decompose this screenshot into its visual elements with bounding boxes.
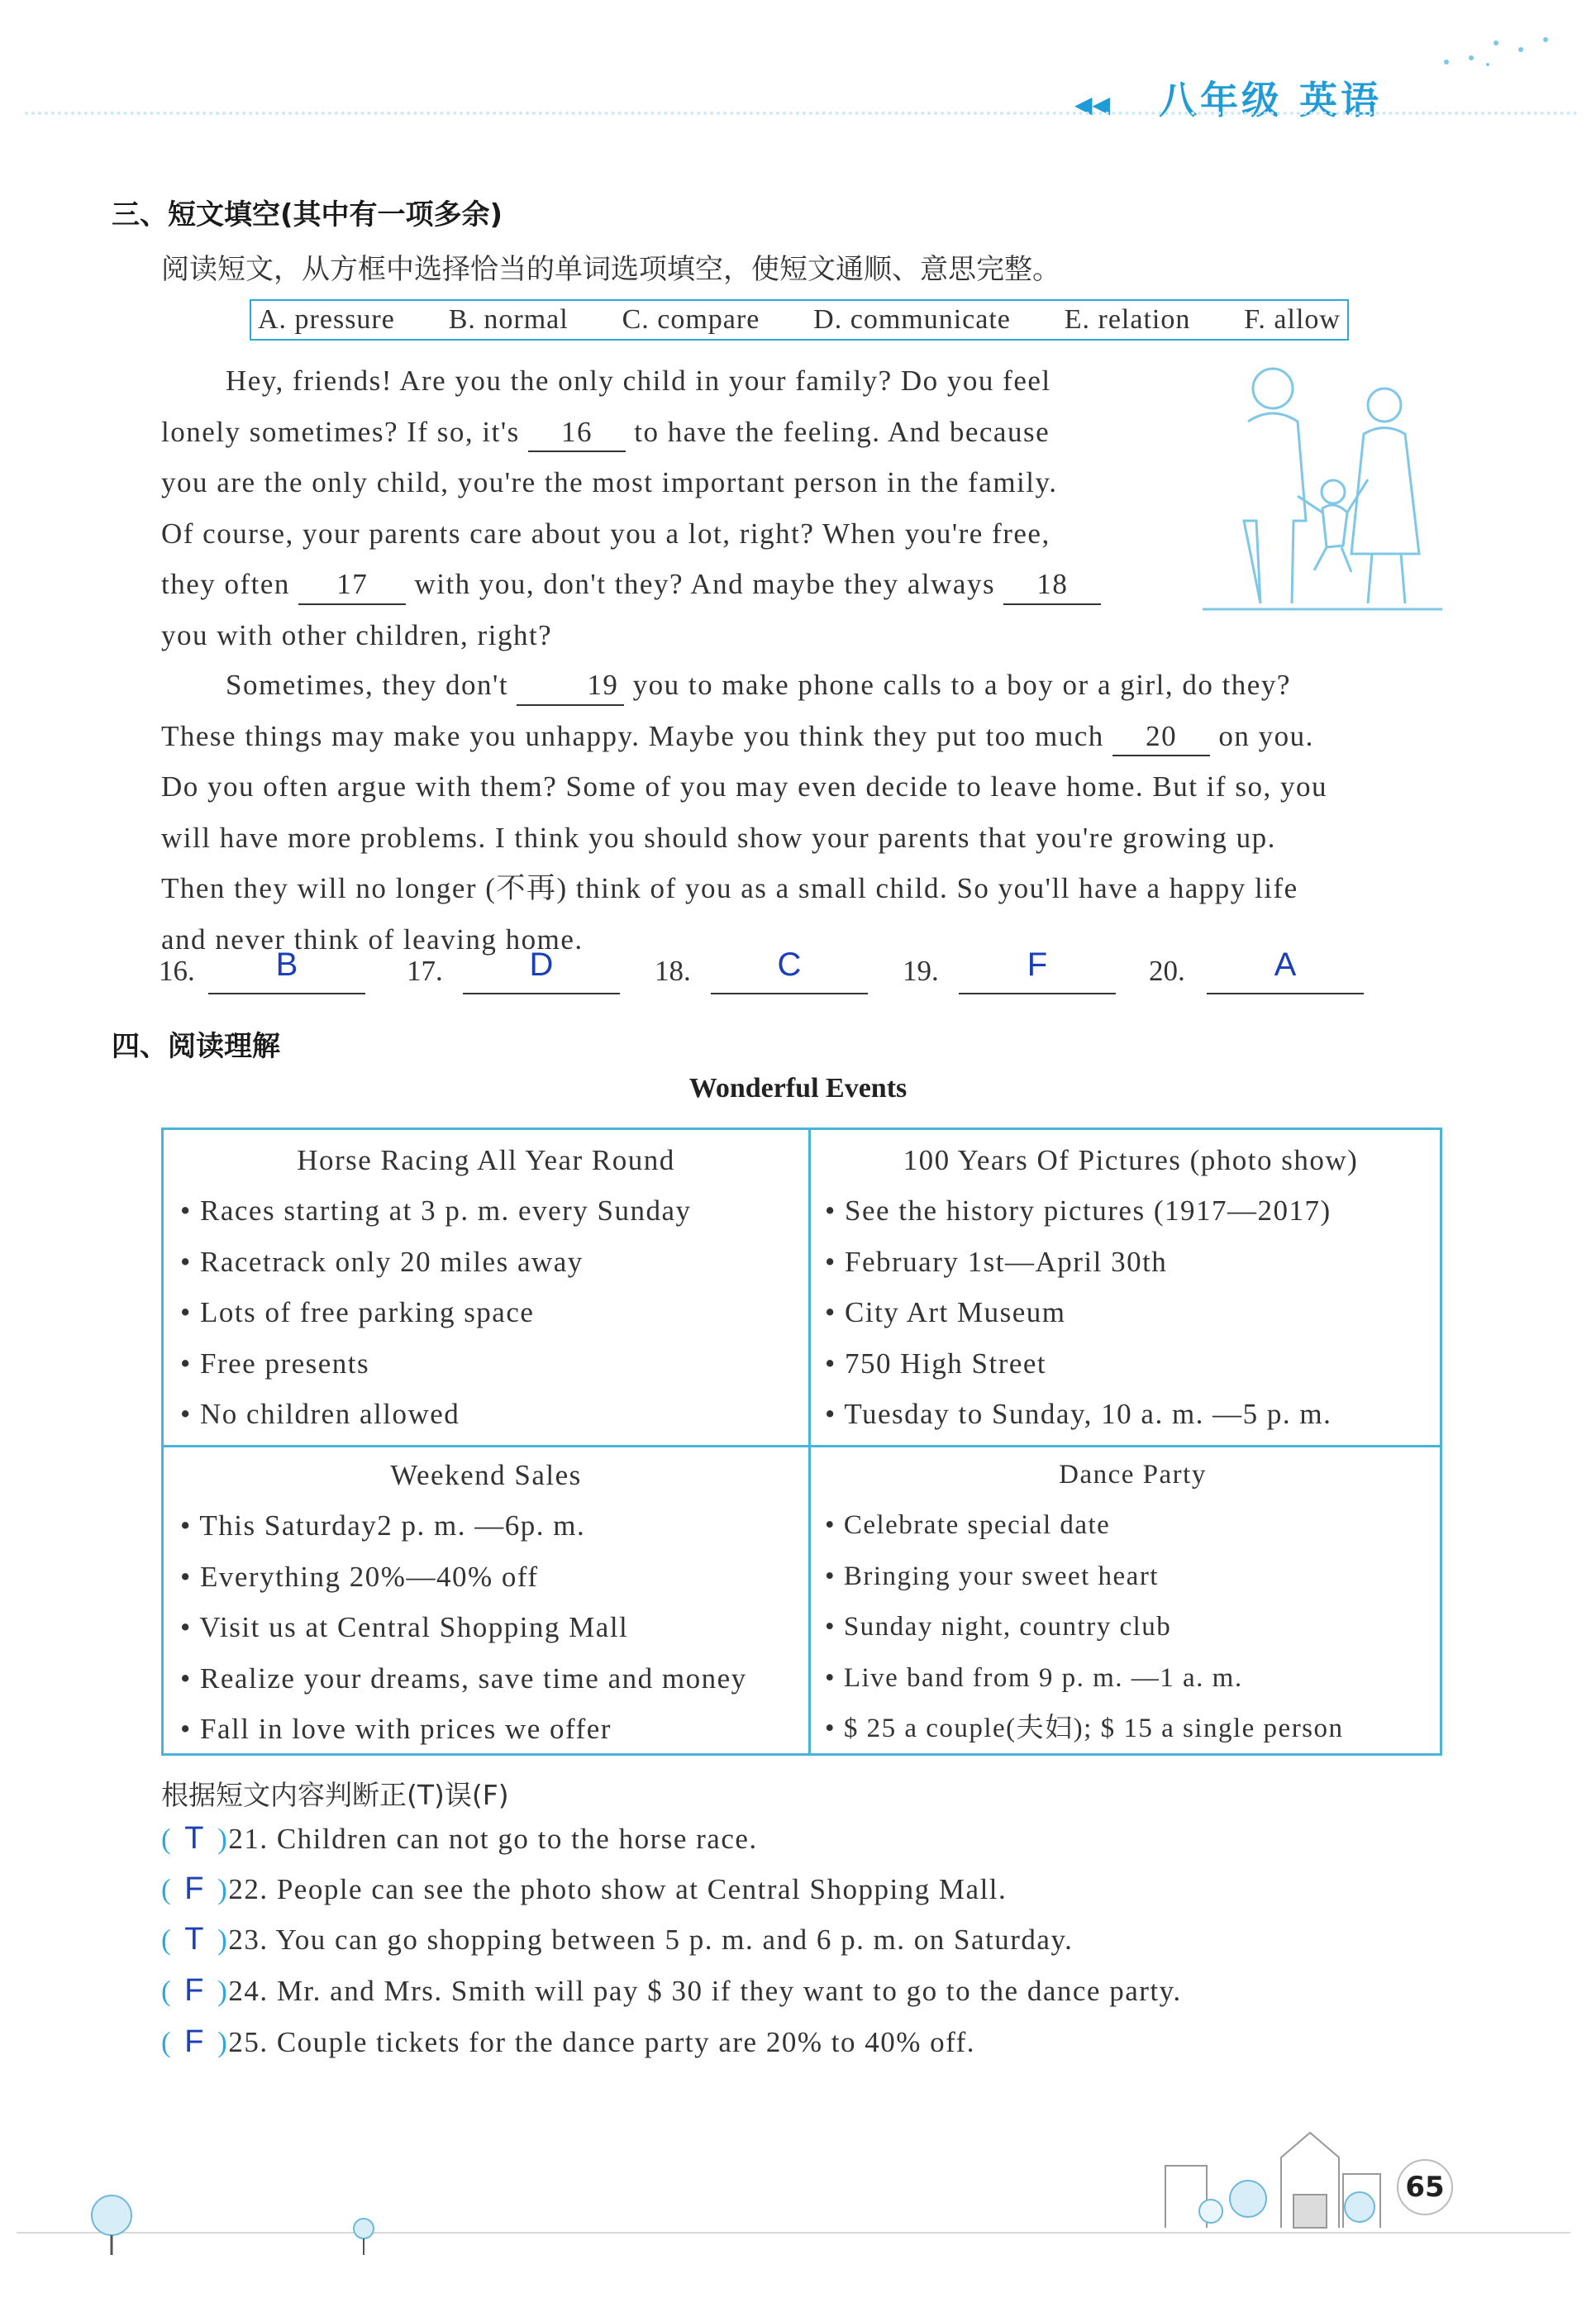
event-item: • Visit us at Central Shopping Mall	[180, 1602, 792, 1653]
town-illustration-icon	[1157, 2116, 1389, 2232]
event-item: • Sunday night, country club	[825, 1602, 1441, 1653]
option-e: E. relation	[1064, 304, 1191, 335]
event-heading: Horse Racing All Year Round	[297, 1144, 675, 1176]
event-item: • Tuesday to Sunday, 10 a. m. —5 p. m.	[825, 1389, 1436, 1440]
option-b: B. normal	[448, 304, 569, 335]
table-horizontal-divider	[164, 1445, 1440, 1447]
event-item: • Celebrate special date	[825, 1500, 1441, 1552]
passage-paragraph-2: Sometimes, they don't 19 you to make phone calls to a boy or a girl, do they? These things may make you unhappy. Maybe you think they put too much 20 on you. Do you often argue with them? Some of you may even decide to leave home. But if so, you will have more problems. I think you should show your parents that you're growing up. Then they will no longer (不再) think of you as a small child. So you'll have a happy life and never think of leaving home.	[161, 660, 1434, 965]
tf-answer: F	[184, 1973, 206, 2008]
event-item: • Fall in love with prices we offer	[180, 1704, 792, 1755]
event-item: • Live band from 9 p. m. —1 a. m.	[825, 1653, 1441, 1704]
section3-title: 三、短文填空(其中有一项多余)	[112, 198, 503, 231]
page-number: 65	[1397, 2159, 1453, 2215]
header-title: 八年级 英语	[1159, 78, 1383, 122]
answer-num-18: 18.	[655, 955, 691, 987]
event-item: • Races starting at 3 p. m. every Sunday	[180, 1185, 792, 1237]
family-illustration	[1203, 355, 1442, 616]
answer-num-20: 20.	[1149, 955, 1185, 987]
event-item: • Bringing your sweet heart	[825, 1552, 1441, 1603]
event-weekend-sales	[180, 1450, 792, 1755]
answer-17: D	[463, 946, 620, 994]
blank-19: 19	[517, 666, 624, 706]
tf-question-22: ( F )22. People can see the photo show at Central Shopping Mall.	[161, 1871, 1008, 1906]
event-item: • Free presents	[180, 1338, 792, 1390]
tf-answer: F	[184, 2024, 206, 2059]
event-item: • No children allowed	[180, 1389, 792, 1440]
passage-paragraph-1: Hey, friends! Are you the only child in your family? Do you feel lonely sometimes? If so, it's 16 to have the feeling. And because you are the only child, you're the most important person in the family. Of course, your parents care about you a lot, right? When you're free, they often 17 with you, don't they? And maybe they always 18 you with other children, right?	[161, 355, 1178, 660]
tf-answer: T	[184, 1922, 206, 1957]
header-divider	[25, 112, 1579, 115]
option-a: A. pressure	[258, 304, 395, 335]
answer-20: A	[1207, 946, 1364, 994]
event-horse-racing	[180, 1135, 792, 1440]
event-heading: 100 Years Of Pictures (photo show)	[903, 1144, 1359, 1176]
blank-17: 17	[298, 565, 406, 605]
sparkle-dots-icon	[1438, 25, 1562, 74]
event-item: • Racetrack only 20 miles away	[180, 1237, 792, 1288]
event-item: • Realize your dreams, save time and money	[180, 1653, 792, 1704]
blank-18: 18	[1003, 565, 1101, 605]
events-title: Wonderful Events	[688, 1073, 908, 1104]
option-c: C. compare	[622, 304, 760, 335]
event-heading: Dance Party	[1059, 1460, 1207, 1490]
tf-answer: F	[184, 1871, 206, 1906]
answer-num-17: 17.	[407, 955, 443, 987]
answer-19: F	[959, 946, 1116, 994]
section4-title: 四、阅读理解	[112, 1030, 280, 1063]
event-item: • 750 High Street	[825, 1338, 1436, 1390]
options-box	[250, 299, 1349, 341]
event-dance-party	[825, 1450, 1441, 1755]
header-chevron-icon: ◀◀	[1074, 91, 1111, 118]
small-tree-icon	[347, 2215, 380, 2257]
tf-question-23: ( T )23. You can go shopping between 5 p. m. and 6 p. m. on Saturday.	[161, 1922, 1074, 1957]
event-item: • February 1st—April 30th	[825, 1237, 1436, 1288]
tf-instruction: 根据短文内容判断正(T)误(F)	[161, 1779, 509, 1811]
tf-answer: T	[184, 1821, 206, 1856]
events-table	[161, 1128, 1442, 1756]
tf-question-21: ( T )21. Children can not go to the horse race.	[161, 1821, 758, 1856]
footer-ground-line	[17, 2232, 1570, 2234]
blank-20: 20	[1112, 718, 1210, 757]
event-item: • $ 25 a couple(夫妇); $ 15 a single person	[825, 1704, 1441, 1755]
blank-16: 16	[528, 413, 626, 453]
event-heading: Weekend Sales	[390, 1459, 582, 1491]
table-vertical-divider	[808, 1130, 811, 1753]
tree-icon	[83, 2191, 141, 2257]
event-item: • Everything 20%—40% off	[180, 1552, 792, 1603]
answer-num-19: 19.	[903, 955, 939, 987]
option-f: F. allow	[1244, 304, 1341, 335]
option-d: D. communicate	[813, 304, 1011, 335]
answer-18: C	[711, 946, 868, 994]
event-item: • See the history pictures (1917—2017)	[825, 1185, 1436, 1237]
answer-16: B	[208, 946, 365, 994]
answer-num-16: 16.	[159, 955, 195, 987]
tf-question-24: ( F )24. Mr. and Mrs. Smith will pay $ 30 if they want to go to the dance party.	[161, 1973, 1182, 2008]
event-item: • City Art Museum	[825, 1287, 1436, 1338]
event-photo-show	[825, 1135, 1436, 1440]
tf-question-25: ( F )25. Couple tickets for the dance party are 20% to 40% off.	[161, 2024, 976, 2059]
event-item: • Lots of free parking space	[180, 1287, 792, 1338]
section3-instruction: 阅读短文，从方框中选择恰当的单词选项填空，使短文通顺、意思完整。	[161, 253, 1060, 286]
event-item: • This Saturday2 p. m. —6p. m.	[180, 1500, 792, 1552]
